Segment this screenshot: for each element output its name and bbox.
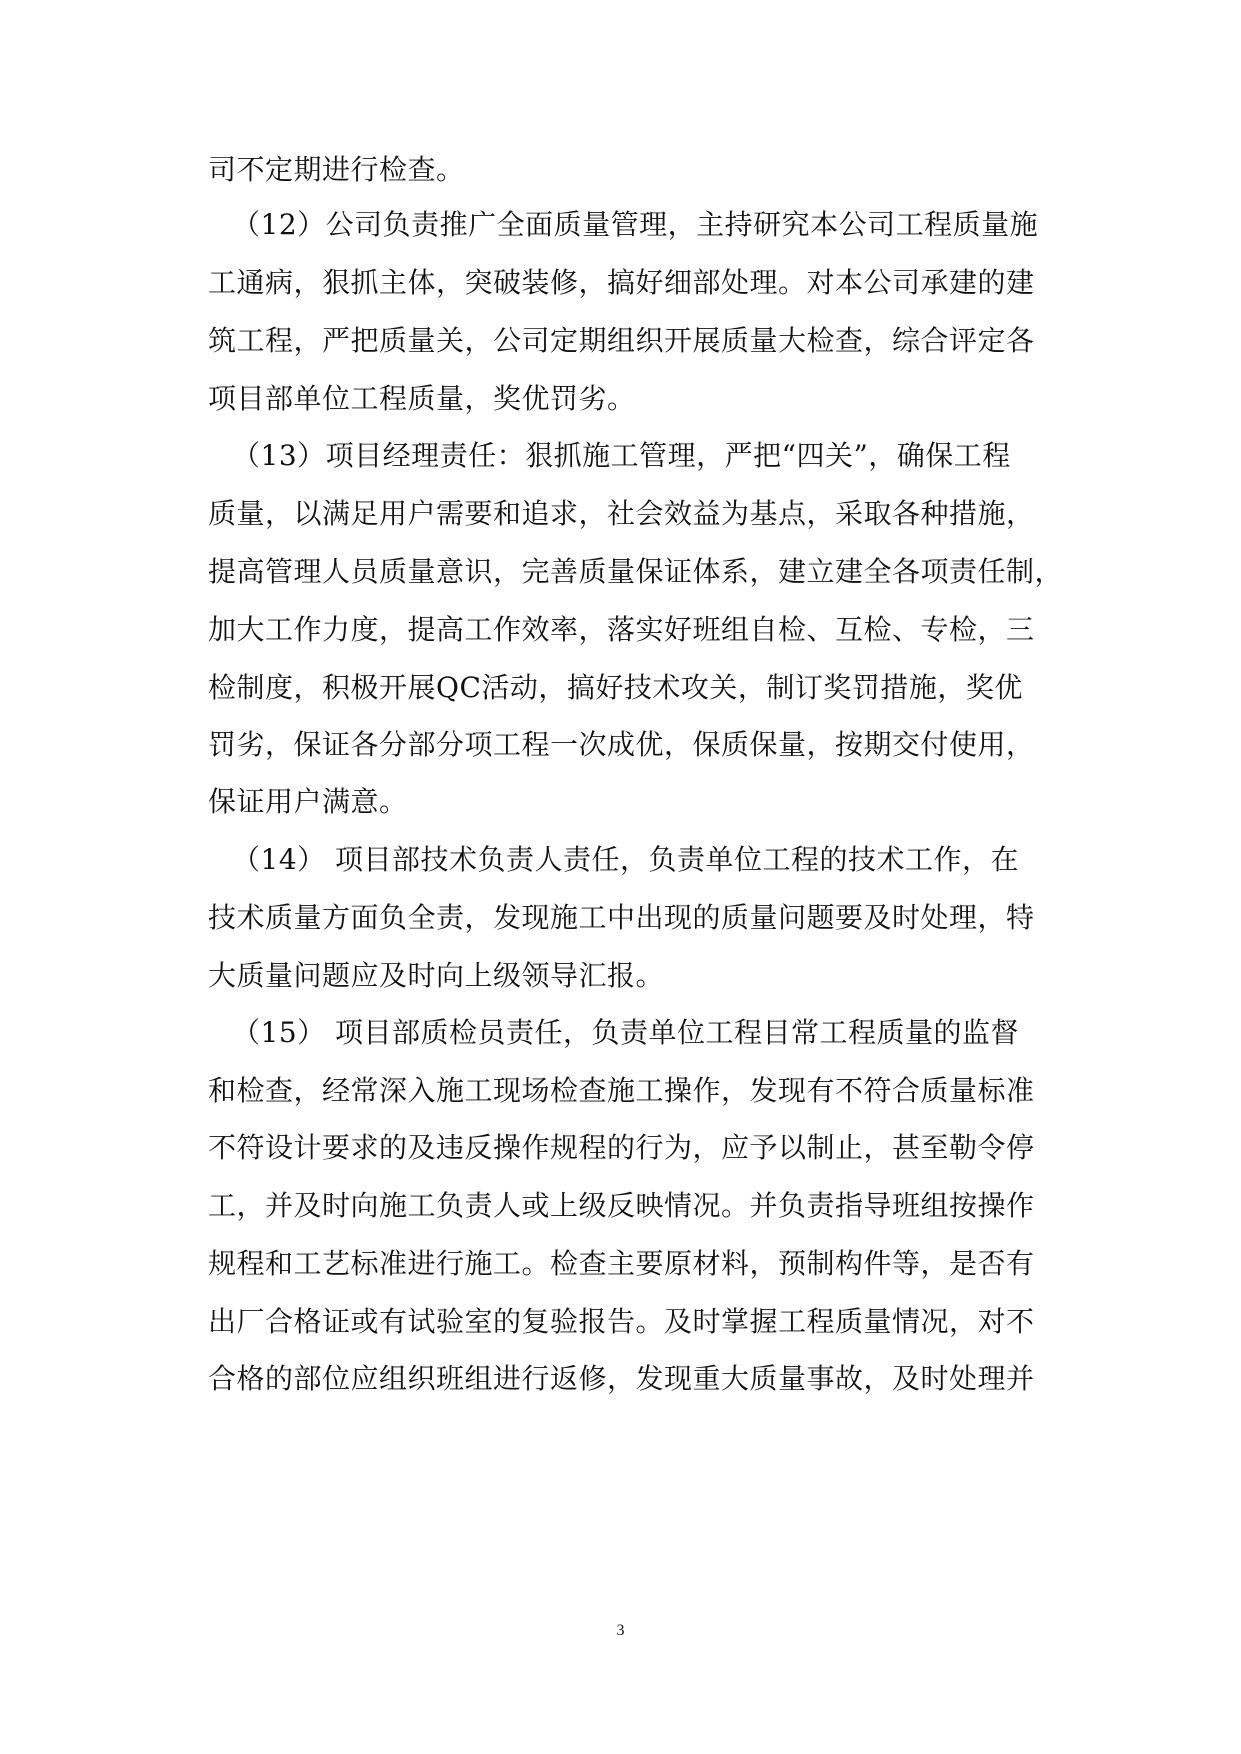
text-line: 大质量问题应及时向上级领导汇报。: [208, 959, 665, 992]
text-line: 不符设计要求的及违反操作规程的行为，应予以制止，甚至勒令停: [208, 1131, 1035, 1164]
text-line: 提高管理人员质量意识，完善质量保证体系，建立建全各项责任制，: [208, 555, 1064, 588]
text-line: （12）公司负责推广全面质量管理，主持研究本公司工程质量施: [232, 208, 1039, 241]
text-line: 工，并及时向施工负责人或上级反映情况。并负责指导班组按操作: [208, 1189, 1035, 1222]
text-line: 技术质量方面负全责，发现施工中出现的质量问题要及时处理，特: [208, 901, 1035, 934]
text-line: 保证用户满意。: [208, 785, 408, 818]
text-line: 项目部单位工程质量，奖优罚劣。: [208, 382, 636, 415]
text-line: 工通病，狠抓主体，突破装修，搞好细部处理。对本公司承建的建: [208, 266, 1035, 299]
text-line: （14） 项目部技术负责人责任，负责单位工程的技术工作，在: [232, 843, 1020, 876]
text-line: 司不定期进行检查。: [208, 153, 465, 186]
text-line: 质量，以满足用户需要和追求，社会效益为基点，采取各种措施，: [208, 497, 1035, 530]
page-number: 3: [616, 1622, 625, 1639]
text-line: 出厂合格证或有试验室的复验报告。及时掌握工程质量情况，对不: [208, 1305, 1035, 1338]
text-line: （15） 项目部质检员责任，负责单位工程目常工程质量的监督: [232, 1016, 1020, 1049]
text-line: 和检查，经常深入施工现场检查施工操作，发现有不符合质量标准: [208, 1074, 1035, 1107]
text-line: 加大工作力度，提高工作效率，落实好班组自检、互检、专检，三: [208, 613, 1035, 646]
text-line: （13）项目经理责任：狠抓施工管理，严把“四关”，确保工程: [232, 439, 1011, 472]
text-line: 规程和工艺标准进行施工。检查主要原材料，预制构件等，是否有: [208, 1247, 1035, 1280]
text-line: 检制度，积极开展QC活动，搞好技术攻关，制订奖罚措施，奖优: [208, 671, 1023, 704]
text-line: 筑工程，严把质量关，公司定期组织开展质量大检查，综合评定各: [208, 324, 1035, 357]
text-line: 合格的部位应组织班组进行返修，发现重大质量事故，及时处理并: [208, 1362, 1035, 1395]
text-line: 罚劣，保证各分部分项工程一次成优，保质保量，按期交付使用，: [208, 728, 1035, 761]
